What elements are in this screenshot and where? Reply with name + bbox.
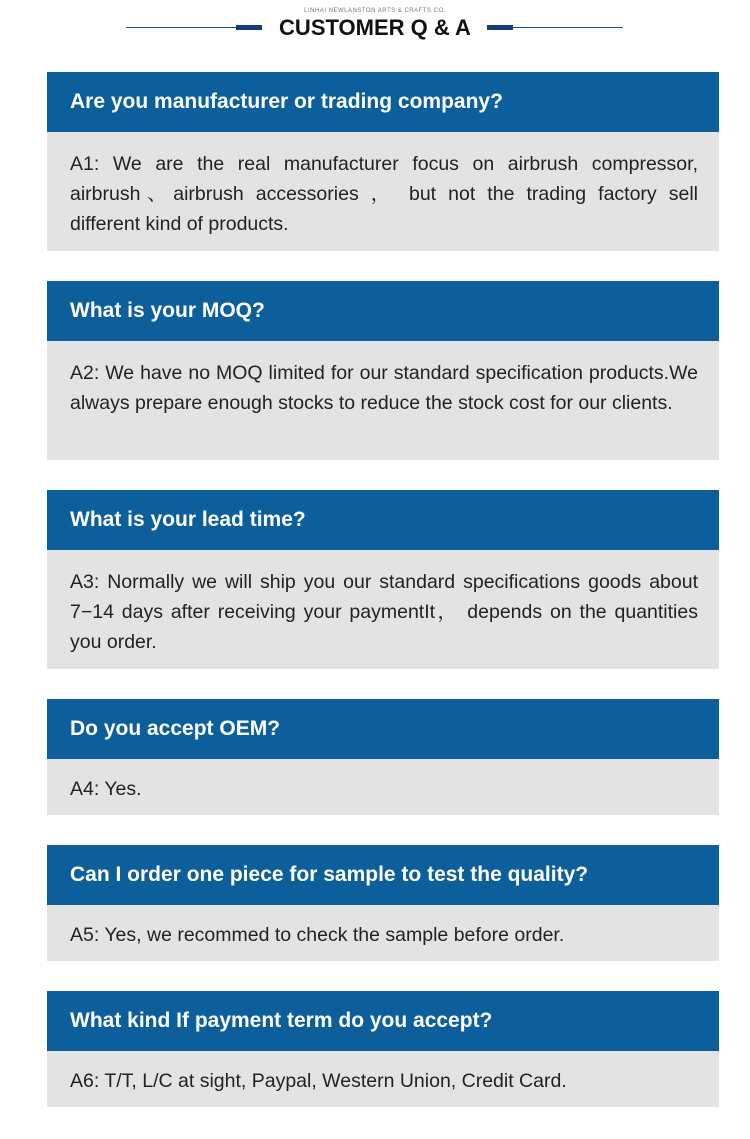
- qa-block-6: [47, 991, 719, 1107]
- title-rule-right-thick: [487, 25, 513, 30]
- question-5: Can I order one piece for sample to test the quality?: [47, 845, 719, 905]
- qa-block-4: [47, 699, 719, 815]
- company-name: LINHAI NEWLANSTON ARTS & CRAFTS CO.: [304, 8, 446, 14]
- answer-3: A3: Normally we will ship you our standard specifications goods about 7−14 days after receiving your paymentIt， depends on the quantities you order.: [47, 550, 719, 669]
- answer-2: A2: We have no MOQ limited for our standard specification products.We always prepare enough stocks to reduce the stock cost for our clients.: [47, 341, 719, 460]
- question-4: Do you accept OEM?: [47, 699, 719, 759]
- answer-6: A6: T/T, L/C at sight, Paypal, Western Union, Credit Card.: [47, 1051, 719, 1107]
- qa-block-2: [47, 281, 719, 460]
- qa-block-5: [47, 845, 719, 961]
- qa-block-3: [47, 490, 719, 669]
- page-header: [0, 0, 750, 60]
- answer-5: A5: Yes, we recommed to check the sample before order.: [47, 905, 719, 961]
- question-3: What is your lead time?: [47, 490, 719, 550]
- question-2: What is your MOQ?: [47, 281, 719, 341]
- page-title: CUSTOMER Q & A: [279, 15, 471, 40]
- title-rule-right-thin: [513, 27, 623, 28]
- question-6: What kind If payment term do you accept?: [47, 991, 719, 1051]
- question-1: Are you manufacturer or trading company?: [47, 72, 719, 132]
- qa-block-1: [47, 72, 719, 251]
- answer-1: A1: We are the real manufacturer focus on airbrush compressor, airbrush、airbrush accessories ， but not the trading factory sell different kind of products.: [47, 132, 719, 251]
- answer-4: A4: Yes.: [47, 759, 719, 815]
